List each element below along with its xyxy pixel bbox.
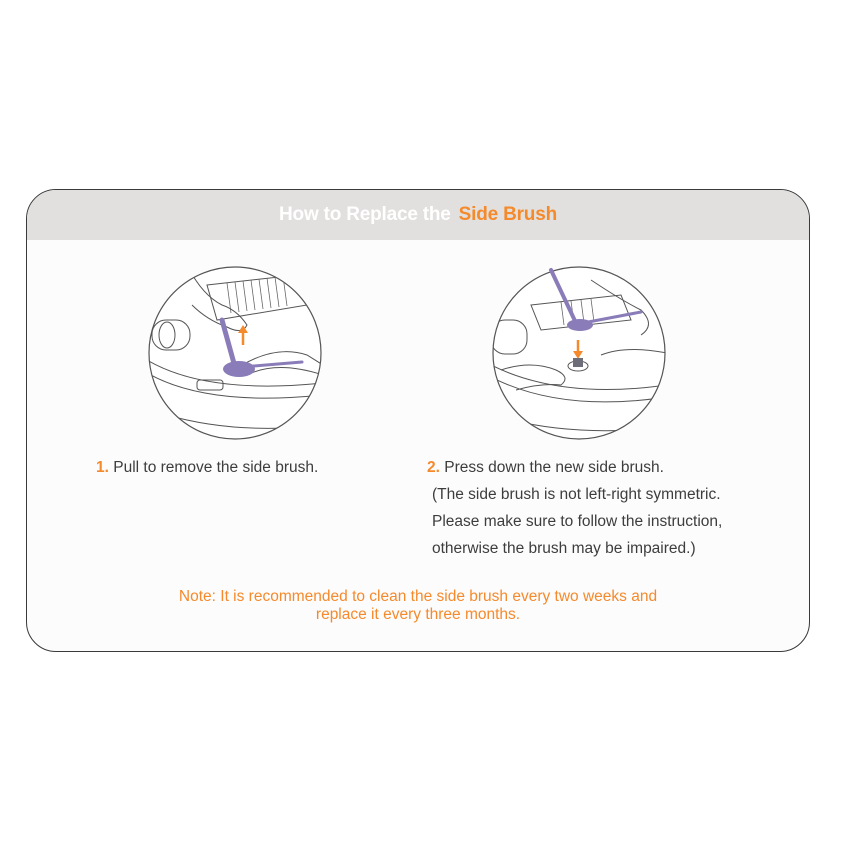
note-line-1: Note: It is recommended to clean the side brush every two weeks and (178, 588, 658, 605)
step-2 (427, 454, 722, 562)
card-header (27, 190, 809, 240)
instruction-card (26, 189, 810, 652)
maintenance-note (27, 588, 809, 624)
note-line-2: replace it every three months. (315, 606, 521, 623)
step-2-text: Press down the new side brush. (444, 459, 664, 476)
header-title-prefix: How to Replace the (279, 204, 451, 225)
step-2-number: 2. (427, 459, 440, 476)
header-title-highlight: Side Brush (458, 204, 557, 225)
step-2-detail-2: Please make sure to follow the instruction, (432, 513, 723, 530)
step-2-detail-1: (The side brush is not left-right symmetric. (432, 486, 721, 503)
step-1-text: Pull to remove the side brush. (113, 459, 319, 476)
step-1-number: 1. (96, 459, 109, 476)
press-side-brush-illustration (491, 265, 667, 441)
step-1 (96, 454, 318, 481)
pull-side-brush-illustration (147, 265, 323, 441)
step-2-detail-3: otherwise the brush may be impaired.) (432, 540, 696, 557)
